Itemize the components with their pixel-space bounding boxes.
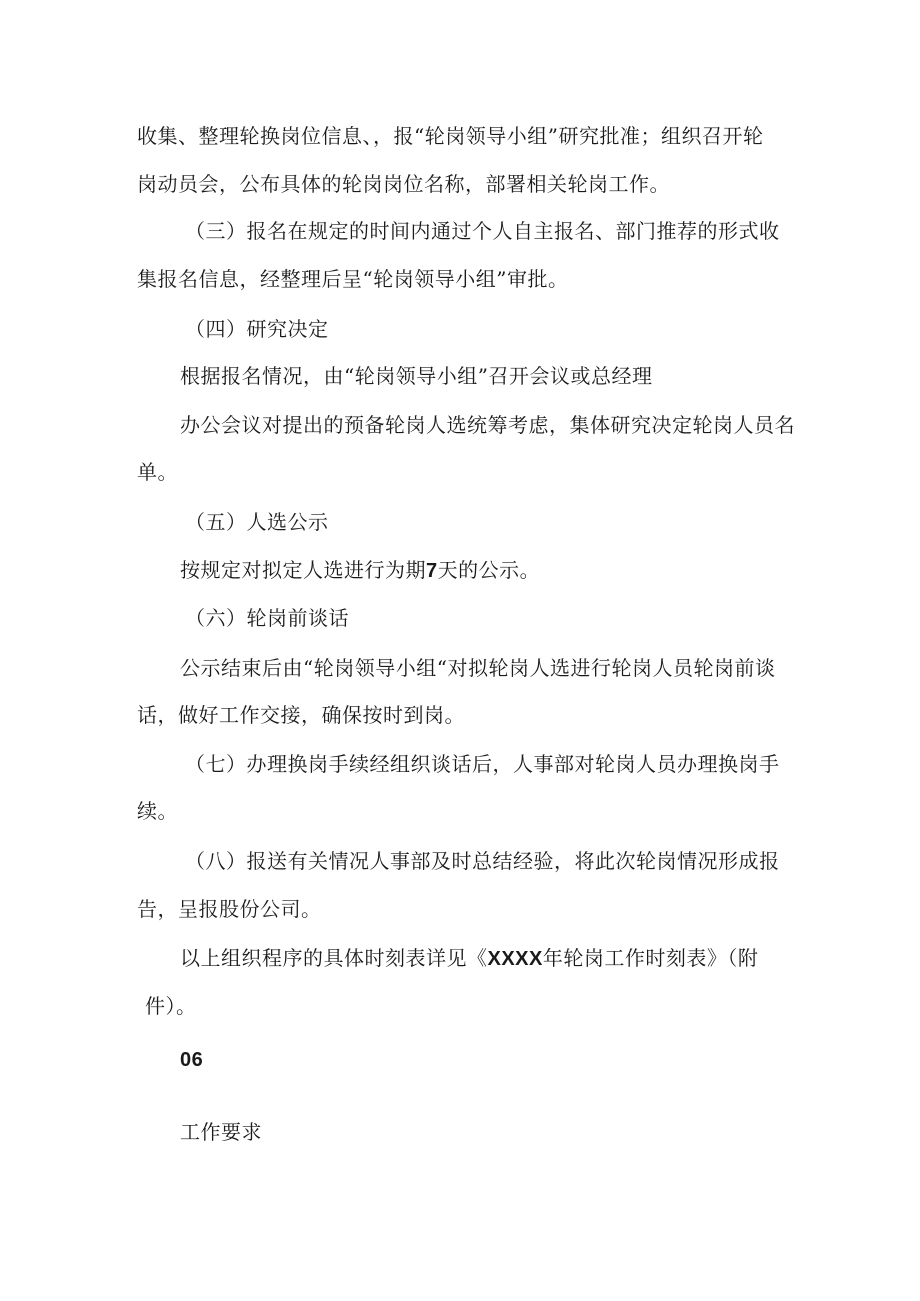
text-segment: 按规定对拟定人选进行为期 — [180, 558, 426, 582]
number-value: 7 — [426, 560, 438, 582]
section-title: 工作要求 — [180, 1120, 262, 1144]
paragraph-line: 件）。 — [145, 994, 197, 1018]
text-segment: 以上组织程序的具体时刻表详见《 — [180, 946, 488, 970]
paragraph-line — [180, 558, 540, 583]
paragraph-line: 集报名信息，经整理后呈“轮岗领导小组”审批。 — [137, 267, 569, 291]
paragraph-line: 话，做好工作交接，确保按时到岗。 — [137, 703, 465, 727]
paragraph-line: （三）报名在规定的时间内通过个人自主报名、部门推荐的形式收 — [185, 219, 780, 243]
placeholder-year: XXXX — [487, 948, 543, 970]
paragraph-line: 收集、整理轮换岗位信息、，报“轮岗领导小组”研究批准；组织召开轮 — [137, 124, 764, 148]
paragraph-line: （七）办理换岗手续经组织谈话后，人事部对轮岗人员办理换岗手 — [185, 752, 780, 776]
paragraph-line: 根据报名情况，由“轮岗领导小组”召开会议或总经理 — [180, 364, 653, 388]
paragraph-line: 岗动员会，公布具体的轮岗岗位名称，部署相关轮岗工作。 — [137, 172, 670, 196]
section-number: 06 — [180, 1049, 204, 1071]
text-segment: 年轮岗工作时刻表》（附 — [542, 946, 759, 970]
paragraph-line: 公示结束后由“轮岗领导小组“对拟轮岗人选进行轮岗人员轮岗前谈 — [180, 656, 776, 680]
section-heading: （四）研究决定 — [185, 317, 329, 341]
paragraph-line: （八）报送有关情况人事部及时总结经验，将此次轮岗情况形成报 — [185, 849, 780, 873]
text-segment: 天的公示。 — [437, 558, 541, 582]
paragraph-line: 告，呈报股份公司。 — [137, 897, 322, 921]
section-heading: （五）人选公示 — [185, 510, 329, 534]
section-heading: （六）轮岗前谈话 — [185, 606, 349, 630]
paragraph-line: 续。 — [137, 799, 178, 823]
paragraph-line: 办公会议对提出的预备轮岗人选统筹考虑，集体研究决定轮岗人员名 — [180, 413, 795, 437]
paragraph-line: 单。 — [137, 460, 178, 484]
paragraph-line — [180, 946, 758, 971]
